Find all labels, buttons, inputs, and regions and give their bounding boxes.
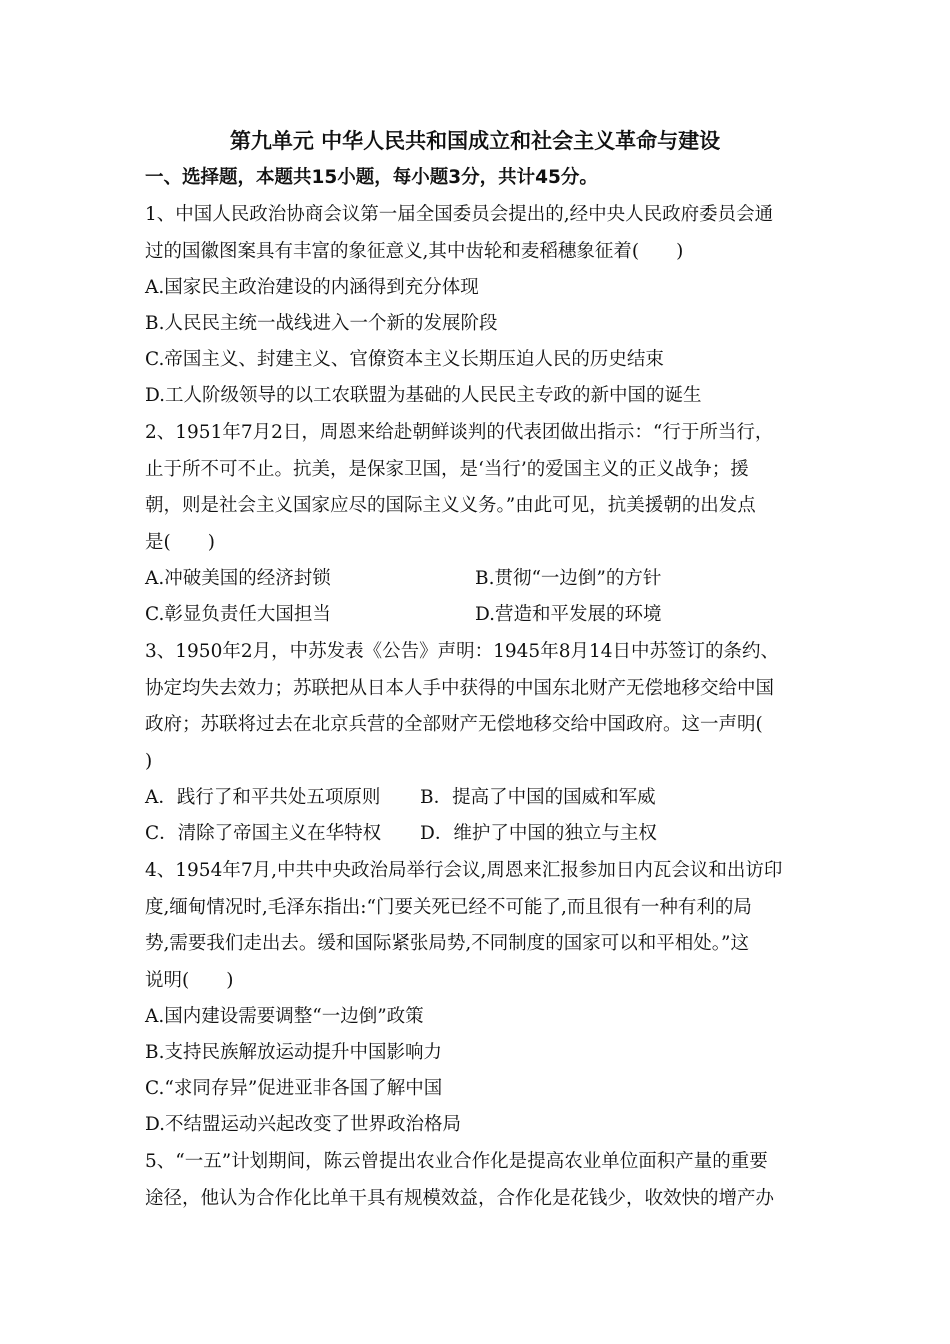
question-3-option-d: D．维护了中国的独立与主权 (420, 823, 657, 844)
question-4-line-3: 势,需要我们走出去。缓和国际紧张局势,不同制度的国家可以和平相处。”这 (145, 933, 749, 954)
question-2-line-3: 朝，则是社会主义国家应尽的国际主义义务。”由此可见，抗美援朝的出发点 (145, 495, 756, 516)
question-1-line-1: 1、中国人民政治协商会议第一届全国委员会提出的,经中央人民政府委员会通 (145, 204, 774, 225)
question-4-option-d: D.不结盟运动兴起改变了世界政治格局 (145, 1114, 462, 1135)
question-5-line-1: 5、“一五”计划期间，陈云曾提出农业合作化是提高农业单位面积产量的重要 (145, 1151, 768, 1172)
question-3-line-4: ) (145, 751, 153, 772)
question-3-option-c: C．清除了帝国主义在华特权 (145, 823, 382, 844)
question-3-line-2: 协定均失去效力；苏联把从日本人手中获得的中国东北财产无偿地移交给中国 (145, 678, 775, 699)
question-1-option-a: A.国家民主政治建设的内涵得到充分体现 (145, 277, 479, 298)
question-2-option-b: B.贯彻“一边倒”的方针 (475, 568, 662, 589)
question-1-option-b: B.人民民主统一战线进入一个新的发展阶段 (145, 313, 498, 334)
question-1-option-d: D.工人阶级领导的以工农联盟为基础的人民民主专政的新中国的诞生 (145, 385, 702, 406)
question-3-line-3: 政府；苏联将过去在北京兵营的全部财产无偿地移交给中国政府。这一声明( (145, 714, 763, 735)
question-4-line-4: 说明( ) (145, 970, 234, 991)
question-4-line-2: 度,缅甸情况时,毛泽东指出:“门要关死已经不可能了,而且很有一种有利的局 (145, 897, 752, 918)
question-2-option-a: A.冲破美国的经济封锁 (145, 568, 331, 589)
question-4-option-c: C.“求同存异”促进亚非各国了解中国 (145, 1078, 443, 1099)
section-heading: 一、选择题，本题共15小题，每小题3分，共计45分。 (145, 167, 598, 188)
question-1-line-2: 过的国徽图案具有丰富的象征意义,其中齿轮和麦稻穗象征着( ) (145, 241, 684, 262)
question-2-option-c: C.彰显负责任大国担当 (145, 604, 331, 625)
question-3-line-1: 3、1950年2月，中苏发表《公告》声明：1945年8月14日中苏签订的条约、 (145, 641, 780, 662)
question-2-line-4: 是( ) (145, 532, 215, 553)
page-title: 第九单元 中华人民共和国成立和社会主义革命与建设 (229, 129, 721, 153)
question-2-option-d: D.营造和平发展的环境 (475, 604, 662, 625)
question-4-option-b: B.支持民族解放运动提升中国影响力 (145, 1042, 442, 1063)
question-2-line-1: 2、1951年7月2日，周恩来给赴朝鲜谈判的代表团做出指示：“行于所当行， (145, 422, 774, 443)
question-5-line-2: 途径，他认为合作化比单干具有规模效益，合作化是花钱少，收效快的增产办 (145, 1188, 775, 1209)
question-2-line-2: 止于所不可不止。抗美，是保家卫国，是‘当行’的爱国主义的正义战争；援 (145, 459, 749, 480)
question-4-line-1: 4、1954年7月,中共中央政治局举行会议,周恩来汇报参加日内瓦会议和出访印 (145, 860, 783, 881)
question-3-option-a: A．践行了和平共处五项原则 (145, 787, 381, 808)
question-1-option-c: C.帝国主义、封建主义、官僚资本主义长期压迫人民的历史结束 (145, 349, 664, 370)
question-4-option-a: A.国内建设需要调整“一边倒”政策 (145, 1006, 424, 1027)
question-3-option-b: B．提高了中国的国威和军威 (420, 787, 656, 808)
